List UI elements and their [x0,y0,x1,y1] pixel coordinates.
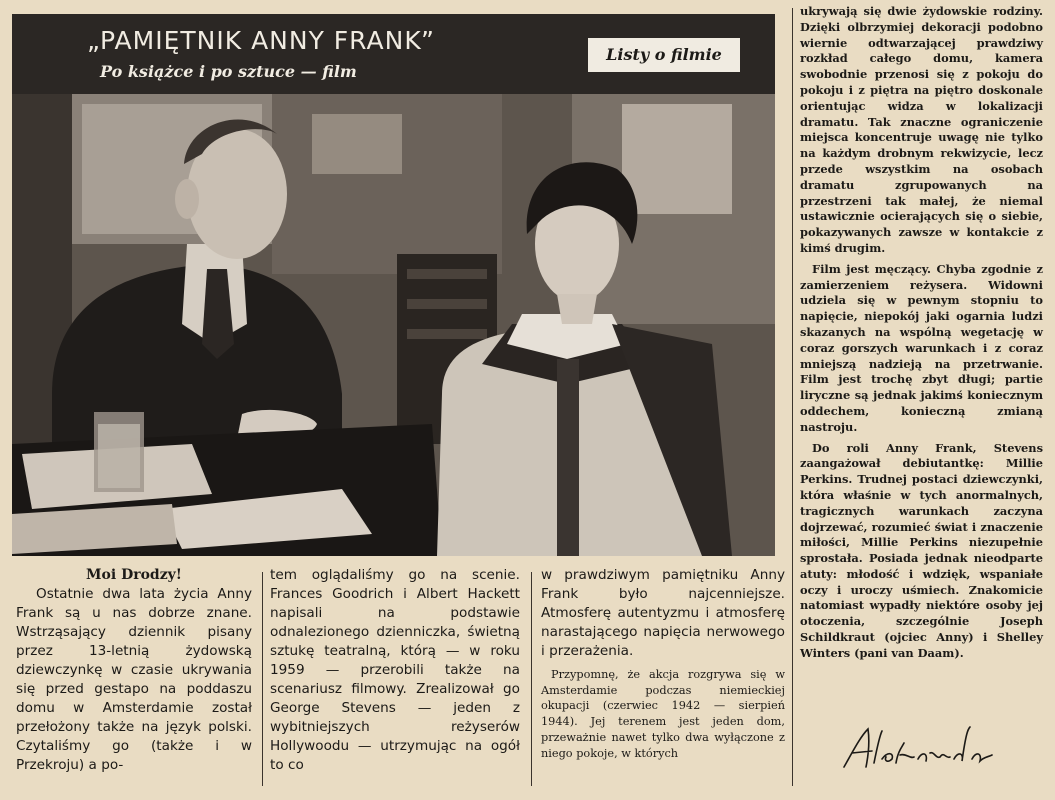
article-column-3 [541,566,785,761]
film-still-illustration [12,94,775,556]
paragraph: tem oglądaliśmy go na scenie. Frances Goodrich i Albert Hackett napisali na podstawie odnalezionego dzienniczka, świetną sztukę teatralną, którą — w roku 1959 — przerobili także na scenariusz filmowy. Zrealizował go George Stevens — jeden z wybitniejszych reżyserów Hollywoodu — utrzymując na ogół to co [270,567,520,773]
article-column-1 [16,566,252,775]
column-rule [262,572,263,786]
header-band [12,14,775,94]
article-column-right [800,4,1043,667]
article-column-2 [270,566,520,775]
article-title: „PAMIĘTNIK ANNY FRANK” [87,26,435,55]
article-subtitle: Po książce i po sztuce — film [100,62,357,81]
paragraph: Przypomnę, że akcja rozgrywa się w Amsterdamie podczas niemieckiej okupacji (czerwiec 1942 — sierpień 1944). Jej terenem jest jeden dom, przeważnie nawet tylko dwa wyłączone z niego pokoje, w których [541,668,785,760]
paragraph: Ostatnie dwa lata życia Anny Frank są u nas dobrze znane. Wstrząsający dziennik pisany przez 13-letnią żydowską dziewczynkę w czasie ukrywania się przed gestapo na poddaszu domu w Amsterdamie został przełożony także na język polski. Czytaliśmy go (także i w Przekroju) a po- [16,586,252,773]
author-signature [838,723,998,773]
article-heading: Moi Drodzy! [86,567,182,583]
paragraph: w prawdziwym pamiętniku Anny Frank było najcenniejsze. Atmosferę autentyzmu i atmosferę narastającego napięcia nerwowego i przerażenia. [541,567,785,659]
film-still-photo [12,94,775,556]
column-rule [531,572,532,786]
paragraph: Film jest męczący. Chyba zgodnie z zamierzeniem reżysera. Widowni udziela się w pewnym stopniu to napięcie, niepokój jaki ogarnia ludzi skazanych na wspólną wegetację w coraz gorszych warunkach i z coraz mniejszą nadzieją na przetrwanie. Film jest trochę zbyt długi; partie liryczne są jednak jakimś koniecznym oddechem, konieczną zmianą nastroju. [800,261,1043,434]
section-badge: Listy o filmie [588,38,740,72]
column-rule [792,8,793,786]
paragraph: Do roli Anny Frank, Stevens zaangażował debiutantkę: Millie Perkins. Trudnej postaci dziewczynki, która właśnie w tych anormalnych, tragicznych warunkach zaczyna dojrzewać, rozumieć świat i znaczenie miłości, Millie Perkins niezupełnie sprostała. Posiada jednak nieodparte atuty: młodość i wdzięk, wspaniałe oczy i uroczy uśmiech. Znakomicie natomiast wypadły niektóre osoby jej otoczenia, szczególnie Joseph Schildkraut (ojciec Anny) i Shelley Winters (pani van Daam). [800,440,1043,660]
paragraph: ukrywają się dwie żydowskie rodziny. Dzięki olbrzymiej dekoracji podobno wiernie odtwarzającej prawdziwy rozkład całego domu, kamera swobodnie przenosi się z pokoju do pokoju i z piętra na piętro doskonale orientując widza w lokalizacji dramatu. Tak znaczne ograniczenie miejsca koncentruje uwagę nie tylko na każdym drobnym rekwizycie, lecz przede wszystkim na osobach dramatu zgrupowanych na przestrzeni tak małej, że niemal ustawicznie ocierających się o siebie, pokazywanych zawsze w kontakcie z kimś drugim. [800,4,1043,255]
